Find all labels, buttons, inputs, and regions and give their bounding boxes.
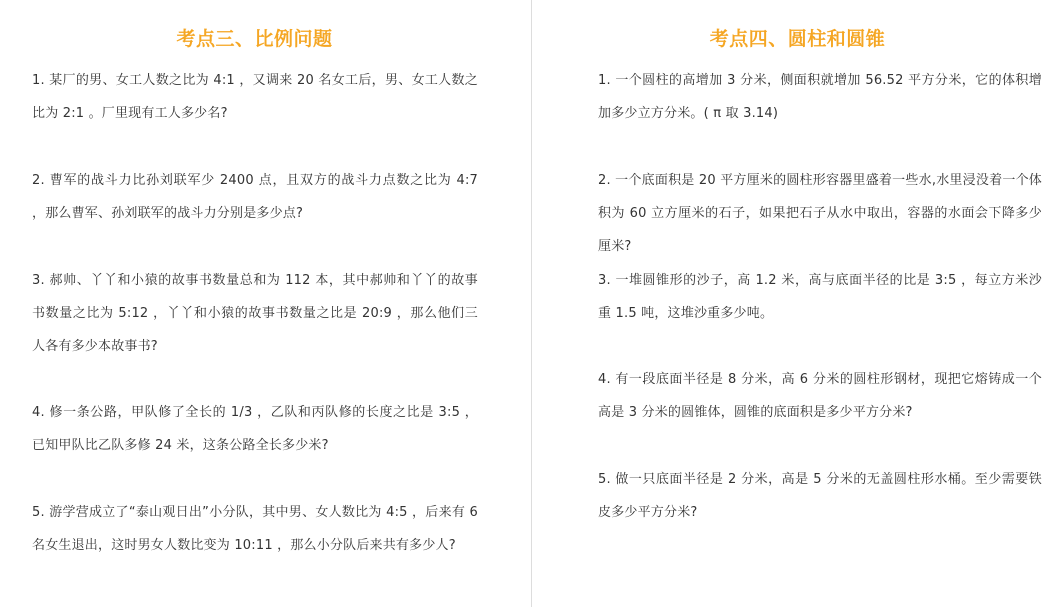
right-problem-3: 3. 一堆圆锥形的沙子，高 1.2 米，高与底面半径的比是 3:5 ，每立方米沙重 1.5 吨，这堆沙重多少吨。 [598,273,1042,321]
right-problem-2: 2. 一个底面积是 20 平方厘米的圆柱形容器里盛着一些水,水里浸没着一个体积为 60 立方厘米的石子，如果把石子从水中取出，容器的水面会下降多少厘米? [598,173,1042,254]
left-problem-4: 4. 修一条公路，甲队修了全长的 1/3 ，乙队和丙队修的长度之比是 3:5 ，已知甲队比乙队多修 24 米，这条公路全长多少米? [32,405,478,453]
section-title-cylinder-cone: 考点四、圆柱和圆锥 [709,28,886,50]
section-title-proportion: 考点三、比例问题 [176,28,333,50]
left-problem-5: 5. 游学营成立了“泰山观日出”小分队，其中男、女人数比为 4:5 ，后来有 6 名女生退出，这时男女人数比变为 10:11 ，那么小分队后来共有多少人? [32,505,478,553]
right-problem-1: 1. 一个圆柱的高增加 3 分米，侧面积就增加 56.52 平方分米，它的体积增加多少立方分米。( π 取 3.14) [598,73,1042,121]
right-problem-4: 4. 有一段底面半径是 8 分米，高 6 分米的圆柱形钢材，现把它熔铸成一个高是 3 分米的圆锥体，圆锥的底面积是多少平方分米? [598,372,1042,420]
left-problem-3: 3. 郝帅、丫丫和小猿的故事书数量总和为 112 本，其中郝帅和丫丫的故事书数量之比为 5:12 ，丫丫和小猿的故事书数量之比是 20:9 ，那么他们三人各有多少本故事书? [32,273,478,354]
right-problem-5: 5. 做一只底面半径是 2 分米，高是 5 分米的无盖圆柱形水桶。至少需要铁皮多少平方分米? [598,472,1042,520]
left-problem-1: 1. 某厂的男、女工人数之比为 4:1 ，又调来 20 名女工后，男、女工人数之比为 2:1 。厂里现有工人多少名? [32,73,478,121]
left-problem-2: 2. 曹军的战斗力比孙刘联军少 2400 点，且双方的战斗力点数之比为 4:7 ，那么曹军、孙刘联军的战斗力分别是多少点? [32,173,478,221]
